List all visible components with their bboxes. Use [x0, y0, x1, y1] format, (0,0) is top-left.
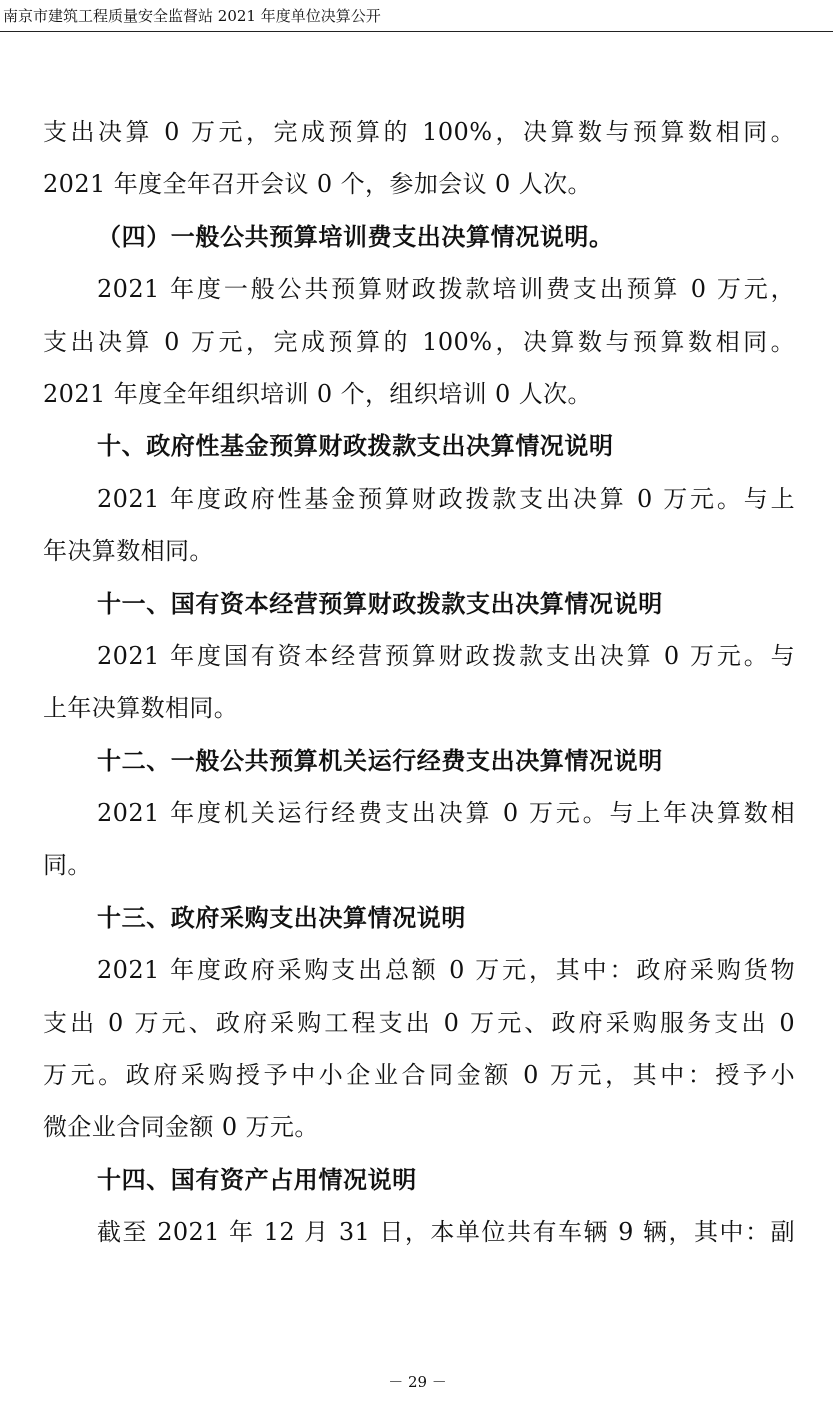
- paragraph-line: 万元。政府采购授予中小企业合同金额 0 万元，其中：授予小: [43, 1061, 795, 1090]
- paragraph-line: 2021 年度政府采购支出总额 0 万元，其中：政府采购货物: [97, 956, 795, 985]
- paragraph-line: 2021 年度机关运行经费支出决算 0 万元。与上年决算数相: [97, 799, 795, 828]
- paragraph-line: 支出决算 0 万元，完成预算的 100%，决算数与预算数相同。: [43, 118, 795, 146]
- section-heading: 十一、国有资本经营预算财政拨款支出决算情况说明: [97, 589, 663, 618]
- section-heading: 十三、政府采购支出决算情况说明: [97, 903, 466, 932]
- paragraph-line: 支出决算 0 万元，完成预算的 100%，决算数与预算数相同。: [43, 327, 795, 356]
- paragraph-line: 年决算数相同。: [43, 537, 214, 566]
- header-title: 南京市建筑工程质量安全监督站 2021 年度单位决算公开: [3, 7, 381, 25]
- section-heading: 十、政府性基金预算财政拨款支出决算情况说明: [97, 432, 614, 461]
- section-heading: 十四、国有资产占用情况说明: [97, 1165, 417, 1194]
- paragraph-line: 2021 年度一般公共预算财政拨款培训费支出预算 0 万元，: [97, 275, 795, 304]
- section-heading: （四）一般公共预算培训费支出决算情况说明。: [97, 222, 614, 251]
- paragraph-line: 2021 年度国有资本经营预算财政拨款支出决算 0 万元。与: [97, 641, 795, 670]
- document-body: [43, 106, 795, 1259]
- section-heading: 十二、一般公共预算机关运行经费支出决算情况说明: [97, 746, 663, 775]
- paragraph-line: 2021 年度全年组织培训 0 个，组织培训 0 人次。: [43, 379, 592, 408]
- paragraph-line: 上年决算数相同。: [43, 694, 239, 723]
- page-number: － 29 －: [388, 1373, 447, 1391]
- paragraph-line: 同。: [43, 851, 92, 880]
- paragraph-line: 2021 年度政府性基金预算财政拨款支出决算 0 万元。与上: [97, 484, 795, 513]
- paragraph-line: 截至 2021 年 12 月 31 日，本单位共有车辆 9 辆，其中：副: [97, 1218, 795, 1247]
- page-header: [0, 0, 833, 32]
- paragraph-line: 微企业合同金额 0 万元。: [43, 1113, 319, 1142]
- paragraph-line: 支出 0 万元、政府采购工程支出 0 万元、政府采购服务支出 0: [43, 1008, 795, 1037]
- paragraph-line: 2021 年度全年召开会议 0 个，参加会议 0 人次。: [43, 170, 592, 199]
